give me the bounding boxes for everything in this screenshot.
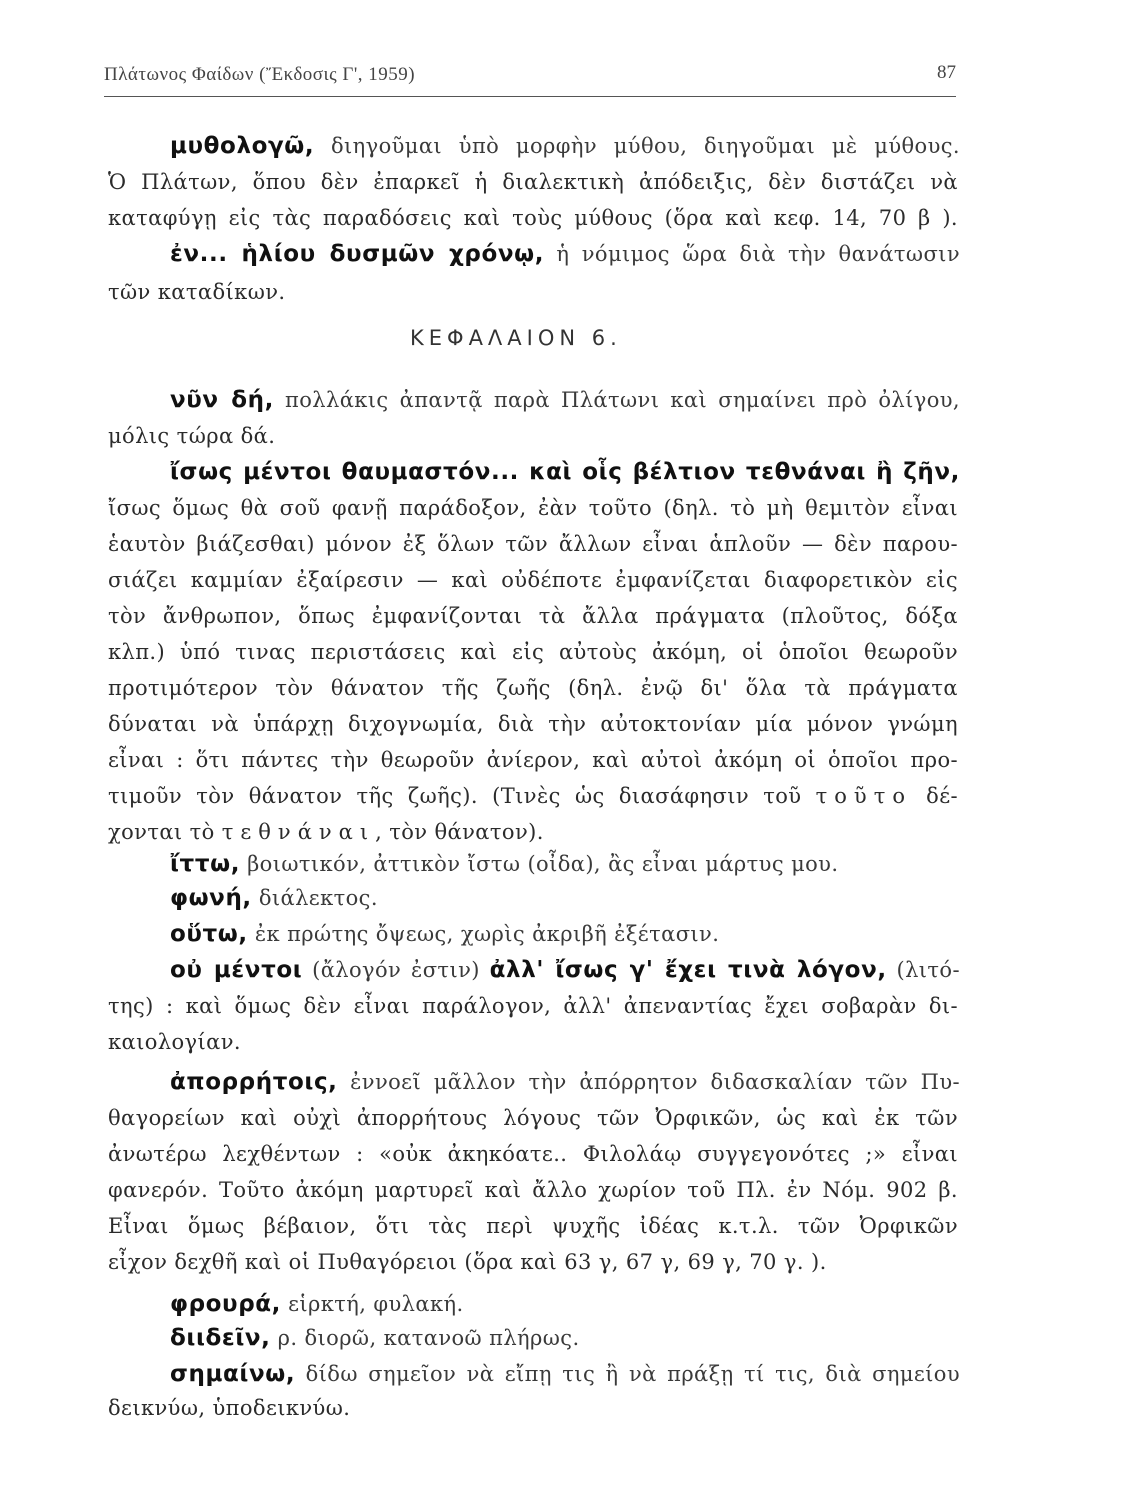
lemma: ἴττω, <box>170 851 241 877</box>
text-line: εἶναι : ὅτι πάντες τὴν θεωροῦν ἀνίερον, καὶ αὐτοὶ ἀκόμη οἱ ὁποῖοι προ- <box>108 748 958 772</box>
lemma: φωνή, <box>170 885 252 911</box>
text-line <box>170 454 960 490</box>
text-line: της) : καὶ ὅμως δὲν εἶναι παράλογον, ἀλλ' ἀπεναντίας ἔχει σοβαρὰν δι- <box>108 994 958 1018</box>
lemma: διιδεῖν, <box>170 1325 271 1351</box>
text-line: μυθολογῶ, διηγοῦμαι ὑπὸ μορφὴν μύθου, διηγοῦμαι μὲ μύθους. <box>170 133 960 159</box>
text-line: εἶχον δεχθῆ καὶ οἱ Πυθαγόρειοι (ὅρα καὶ 63 γ, 67 γ, 69 γ, 70 γ. ). <box>108 1250 827 1274</box>
text-line: νῦν δή, πολλάκις ἀπαντᾷ παρὰ Πλάτωνι καὶ σημαίνει πρὸ ὀλίγου, <box>170 387 960 413</box>
text-line: ἀπορρήτοις, ἐννοεῖ μᾶλλον τὴν ἀπόρρητον διδασκαλίαν τῶν Πυ- <box>170 1069 960 1095</box>
text-line: φωνή, διάλεκτος. <box>170 885 378 911</box>
lemma: ἴσως μέντοι θαυμαστόν... καὶ οἷς βέλτιον τεθνάναι ἢ ζῆν, <box>170 459 960 485</box>
text-line: δεικνύω, ὑποδεικνύω. <box>108 1396 351 1420</box>
page-number: 87 <box>937 62 956 83</box>
text-line: καιολογίαν. <box>108 1030 241 1054</box>
lemma: ἀλλ' ἴσως γ' ἔχει τινὰ λόγον, <box>489 957 887 983</box>
text-line: φρουρά, εἱρκτή, φυλακή. <box>170 1291 464 1317</box>
text-line: διιδεῖν, ρ. διορῶ, κατανοῶ πλήρως. <box>170 1325 580 1351</box>
text-line: Ὁ Πλάτων, ὅπου δὲν ἐπαρκεῖ ἡ διαλεκτικὴ ἀπόδειξις, δὲν διστάζει νὰ <box>108 170 958 194</box>
text-line: οὕτω, ἐκ πρώτης ὄψεως, χωρὶς ἀκριβῆ ἐξέτασιν. <box>170 921 720 947</box>
text-line: κλπ.) ὑπό τινας περιστάσεις καὶ εἰς αὐτοὺς ἀκόμη, οἱ ὁποῖοι θεωροῦν <box>108 640 958 664</box>
lemma: ἀπορρήτοις, <box>170 1069 338 1095</box>
text-line: οὐ μέντοι (ἄλογόν ἐστιν) ἀλλ' ἴσως γ' ἔχει τινὰ λόγον, (λιτό- <box>170 957 960 983</box>
text-line: Εἶναι ὅμως βέβαιον, ὅτι τὰς περὶ ψυχῆς ἰδέας κ.τ.λ. τῶν Ὀρφικῶν <box>108 1214 958 1238</box>
text-line: τιμοῦν τὸν θάνατον τῆς ζωῆς). (Τινὲς ὡς διασάφησιν τοῦ τοῦτο δέ- <box>108 784 958 808</box>
text-line: προτιμότερον τὸν θάνατον τῆς ζωῆς (δηλ. ἐνῷ δι' ὅλα τὰ πράγματα <box>108 676 958 700</box>
chapter-heading: ΚΕΦΑΛΑΙΟΝ 6. <box>410 326 622 350</box>
text-line: τῶν καταδίκων. <box>108 280 286 304</box>
text-line: μόλις τώρα δά. <box>108 424 276 448</box>
text-line: σιάζει καμμίαν ἐξαίρεσιν — καὶ οὐδέποτε ἐμφανίζεται διαφορετικὸν εἰς <box>108 568 958 592</box>
text-line: ἴττω, βοιωτικόν, ἀττικὸν ἴστω (οἶδα), ἂς εἶναι μάρτυς μου. <box>170 851 839 877</box>
text-line: ἐν... ἡλίου δυσμῶν χρόνῳ, ἡ νόμιμος ὥρα διὰ τὴν θανάτωσιν <box>170 241 960 267</box>
text-line: σημαίνω, δίδω σημεῖον νὰ εἴπῃ τις ἢ νὰ πράξῃ τί τις, διὰ σημείου <box>170 1361 960 1387</box>
text-line: φανερόν. Τοῦτο ἀκόμη μαρτυρεῖ καὶ ἄλλο χωρίον τοῦ Πλ. ἐν Νόμ. 902 β. <box>108 1178 958 1202</box>
spaced-word: τοῦτο <box>815 784 912 808</box>
running-header <box>104 60 956 97</box>
lemma: ἐν... ἡλίου δυσμῶν χρόνῳ, <box>170 241 545 267</box>
text-line: τὸν ἄνθρωπον, ὅπως ἐμφανίζονται τὰ ἄλλα πράγματα (πλοῦτος, δόξα <box>108 604 958 628</box>
text-line: καταφύγῃ εἰς τὰς παραδόσεις καὶ τοὺς μύθους (ὅρα καὶ κεφ. 14, 70 β ). <box>108 206 958 230</box>
lemma: μυθολογῶ, <box>170 133 315 159</box>
text-line: ἑαυτὸν βιάζεσθαι) μόνον ἐξ ὅλων τῶν ἄλλων εἶναι ἁπλοῦν — δὲν παρου- <box>108 532 958 556</box>
text-line: θαγορείων καὶ οὐχὶ ἀπορρήτους λόγους τῶν Ὀρφικῶν, ὡς καὶ ἐκ τῶν <box>108 1106 958 1130</box>
lemma: φρουρά, <box>170 1291 281 1317</box>
lemma: σημαίνω, <box>170 1361 296 1387</box>
text-line: χονται τὸ τεθνάναι, τὸν θάνατον). <box>108 820 544 844</box>
running-title: Πλάτωνος Φαίδων (Ἔκδοσις Γ', 1959) <box>104 64 416 85</box>
spaced-word: τεθνάναι <box>221 820 376 844</box>
lemma: οὐ μέντοι <box>170 957 303 983</box>
lemma: νῦν δή, <box>170 387 274 413</box>
text-line: ἴσως ὅμως θὰ σοῦ φανῇ παράδοξον, ἐὰν τοῦτο (δηλ. τὸ μὴ θεμιτὸν εἶναι <box>108 496 958 520</box>
text-line: δύναται νὰ ὑπάρχῃ διχογνωμία, διὰ τὴν αὐτοκτονίαν μία μόνον γνώμη <box>108 712 958 736</box>
lemma: οὕτω, <box>170 921 248 947</box>
text-line: ἀνωτέρω λεχθέντων : «οὐκ ἀκηκόατε.. Φιλολάῳ συγγεγονότες ;» εἶναι <box>108 1142 958 1166</box>
